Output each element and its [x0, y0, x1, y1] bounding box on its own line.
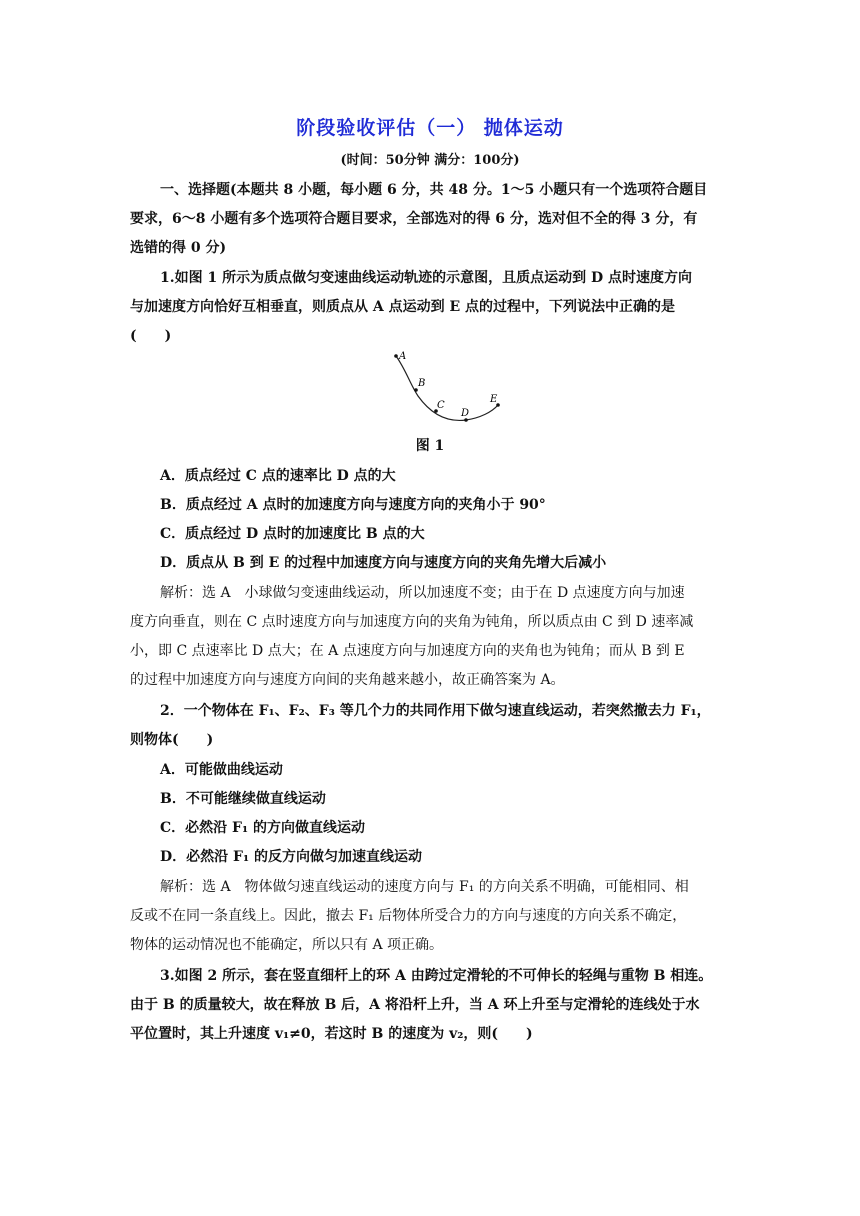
q2-option-c: C．必然沿 F₁ 的方向做直线运动 [160, 820, 365, 836]
figure-1-caption: 图 1 [415, 438, 445, 454]
q3-stem-line-1: 3.如图 2 所示，套在竖直细杆上的环 A 由跨过定滑轮的不可伸长的轻绳与重物 B 相连。 [160, 968, 713, 984]
q1-option-a: A．质点经过 C 点的速率比 D 点的大 [160, 468, 396, 484]
q2-option-a: A．可能做曲线运动 [160, 762, 283, 778]
page-title: 阶段验收评估（一） 抛体运动 [296, 117, 564, 139]
section-heading-line-2: 要求，6～8 小题有多个选项符合题目要求，全部选对的得 6 分，选对但不全的得 3 分，有 [130, 211, 698, 227]
q2-analysis-line-2: 反或不在同一条直线上。因此，撤去 F₁ 后物体所受合力的方向与速度的方向关系不确定， [130, 908, 687, 924]
q3-stem-line-2: 由于 B 的质量较大，故在释放 B 后，A 将沿杆上升，当 A 环上升至与定滑轮的连线处于水 [130, 997, 700, 1013]
q2-option-d: D．必然沿 F₁ 的反方向做匀加速直线运动 [160, 849, 422, 865]
q2-analysis-line-3: 物体的运动情况也不能确定，所以只有 A 项正确。 [130, 937, 444, 953]
q1-option-b: B．质点经过 A 点时的加速度方向与速度方向的夹角小于 90° [160, 497, 546, 513]
q1-stem-line-1: 1.如图 1 所示为质点做匀变速曲线运动轨迹的示意图，且质点运动到 D 点时速度方向 [160, 270, 692, 286]
exam-info: (时间：50分钟 满分：100分) [340, 153, 520, 168]
q1-analysis-line-4: 的过程中加速度方向与速度方向间的夹角越来越小，故正确答案为 A。 [130, 672, 565, 688]
q2-stem-line-1: 2．一个物体在 F₁、F₂、F₃ 等几个力的共同作用下做匀速直线运动，若突然撤去力 F₁， [160, 703, 711, 719]
q1-option-d: D．质点从 B 到 E 的过程中加速度方向与速度方向的夹角先增大后减小 [160, 555, 607, 571]
q2-stem-line-2: 则物体( ) [130, 732, 214, 748]
q1-analysis-line-2: 度方向垂直，则在 C 点时速度方向与加速度方向的夹角为钝角，所以质点由 C 到 D 速率减 [130, 614, 694, 630]
trajectory-figure [388, 348, 508, 428]
q1-option-c: C．质点经过 D 点时的加速度比 B 点的大 [160, 526, 425, 542]
point-d-label: D [461, 408, 470, 419]
q1-analysis-line-1: 解析：选 A 小球做匀变速曲线运动，所以加速度不变；由于在 D 点速度方向与加速 [160, 585, 685, 601]
trajectory-curve [396, 356, 498, 420]
point-a-label: A [399, 351, 407, 362]
section-heading-line-3: 选错的得 0 分) [130, 240, 227, 256]
q1-stem-line-2: 与加速度方向恰好互相垂直，则质点从 A 点运动到 E 点的过程中，下列说法中正确的是 [130, 299, 676, 315]
q1-stem-line-3: ( ) [130, 328, 172, 344]
q2-option-b: B．不可能继续做直线运动 [160, 791, 326, 807]
q1-analysis-line-3: 小，即 C 点速率比 D 点大；在 A 点速度方向与加速度方向的夹角也为钝角；而从 B 到 E [130, 643, 685, 659]
point-c-label: C [437, 400, 445, 411]
point-e-label: E [490, 394, 498, 405]
point-a-dot [394, 354, 398, 358]
point-b-label: B [418, 378, 426, 389]
q2-analysis-line-1: 解析：选 A 物体做匀速直线运动的速度方向与 F₁ 的方向关系不明确，可能相同、相 [160, 879, 689, 895]
section-heading-line-1: 一、选择题(本题共 8 小题，每小题 6 分，共 48 分。1～5 小题只有一个选项符合题目 [160, 182, 708, 198]
q3-stem-line-3: 平位置时，其上升速度 v₁≠0，若这时 B 的速度为 v₂，则( ) [130, 1026, 533, 1042]
